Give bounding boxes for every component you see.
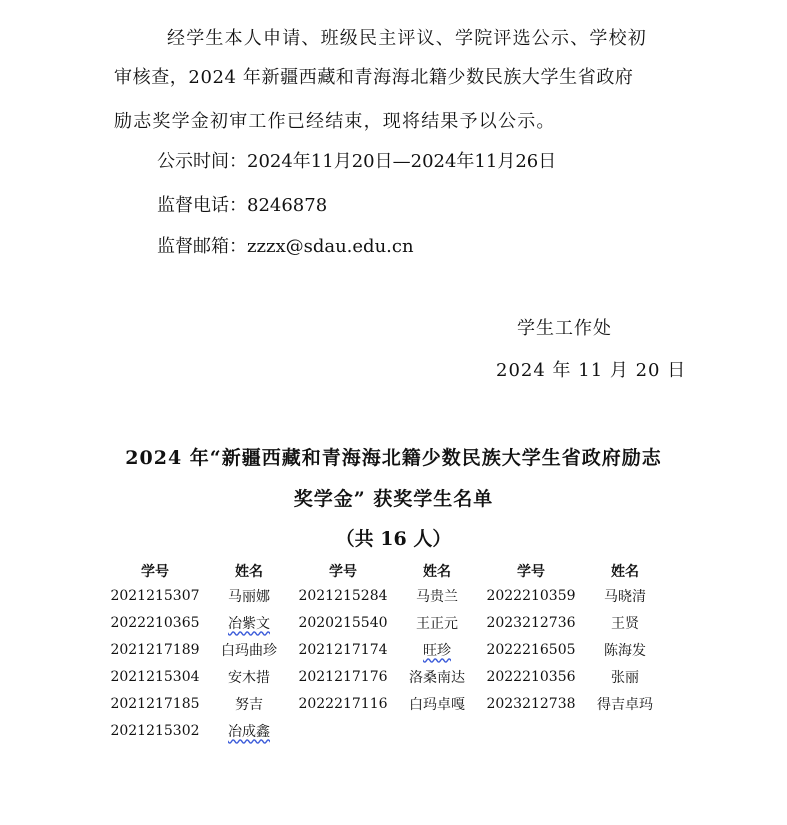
student-id-cell: 2022210359 [486, 587, 576, 604]
student-id-cell: 2022210365 [110, 614, 200, 631]
list-title-line-2: 奖学金” 获奖学生名单 [293, 488, 494, 510]
supervision-phone-value: 8246878 [247, 195, 328, 216]
column-header-name: 姓名 [423, 564, 451, 580]
student-id-cell [296, 717, 390, 744]
table-row [108, 690, 672, 717]
table-row [108, 609, 672, 636]
supervision-phone [157, 195, 327, 217]
notice-paragraph-line-3: 励志奖学金初审工作已经结束，现将结果予以公示。 [114, 111, 556, 132]
student-name-cell: 旺珍 [423, 642, 451, 659]
student-name-cell: 得吉卓玛 [597, 696, 653, 713]
student-id-cell: 2022216505 [486, 641, 576, 658]
student-name-cell [390, 717, 484, 744]
student-id-cell: 2023212738 [486, 695, 576, 712]
column-header-student-id: 学号 [517, 564, 545, 580]
student-name-cell [578, 717, 672, 744]
column-header-student-id: 学号 [141, 564, 169, 580]
student-id-cell [484, 717, 578, 744]
awardee-table [108, 560, 672, 744]
student-name-cell: 马贵兰 [416, 588, 458, 605]
student-name-cell: 王贤 [611, 615, 639, 632]
student-id-cell: 2021215304 [110, 668, 200, 685]
student-id-cell: 2021215307 [110, 587, 200, 604]
list-count: （共 16 人） [335, 528, 452, 550]
column-header-name: 姓名 [235, 564, 263, 580]
student-id-cell: 2022217116 [298, 695, 388, 712]
student-name-cell: 马晓清 [604, 588, 646, 605]
student-name-cell: 努吉 [235, 696, 263, 713]
table-row [108, 636, 672, 663]
supervision-email [157, 236, 414, 258]
notice-paragraph-line-2: 审核查，2024 年新疆西藏和青海海北籍少数民族大学生省政府 [114, 67, 634, 88]
student-id-cell: 2020215540 [298, 614, 388, 631]
student-name-cell: 白玛曲珍 [221, 642, 277, 659]
supervision-email-label: 监督邮箱： [157, 236, 247, 257]
supervision-phone-label: 监督电话： [157, 195, 247, 216]
table-header-row [108, 560, 672, 582]
table-row [108, 717, 672, 744]
student-name-cell: 马丽娜 [228, 588, 270, 605]
student-name-cell: 安木措 [228, 669, 270, 686]
list-title-line-1: 2024 年“新疆西藏和青海海北籍少数民族大学生省政府励志 [125, 447, 662, 469]
column-header-student-id: 学号 [329, 564, 357, 580]
student-id-cell: 2023212736 [486, 614, 576, 631]
student-name-cell: 洛桑南达 [409, 669, 465, 686]
student-id-cell: 2021217176 [298, 668, 388, 685]
publicity-period-label: 公示时间： [157, 151, 247, 172]
column-header-name: 姓名 [611, 564, 639, 580]
signature-organization: 学生工作处 [517, 318, 612, 339]
student-name-cell: 冶成鑫 [228, 723, 270, 740]
signature-date: 2024 年 11 月 20 日 [496, 360, 687, 381]
student-id-cell: 2021217185 [110, 695, 200, 712]
student-name-cell: 王正元 [416, 615, 458, 632]
publicity-period-value: 2024年11月20日—2024年11月26日 [247, 151, 557, 172]
table-row [108, 663, 672, 690]
student-name-cell: 冶紫文 [228, 615, 270, 632]
table-row [108, 582, 672, 609]
student-id-cell: 2022210356 [486, 668, 576, 685]
student-name-cell: 张丽 [611, 669, 639, 686]
supervision-email-value: zzzx@sdau.edu.cn [247, 236, 414, 257]
student-id-cell: 2021215284 [298, 587, 388, 604]
student-id-cell: 2021217174 [298, 641, 388, 658]
student-id-cell: 2021215302 [110, 722, 200, 739]
notice-paragraph-line-1: 经学生本人申请、班级民主评议、学院评选公示、学校初 [167, 28, 647, 49]
publicity-period [157, 151, 556, 173]
student-id-cell: 2021217189 [110, 641, 200, 658]
student-name-cell: 陈海发 [604, 642, 646, 659]
student-name-cell: 白玛卓嘎 [409, 696, 465, 713]
